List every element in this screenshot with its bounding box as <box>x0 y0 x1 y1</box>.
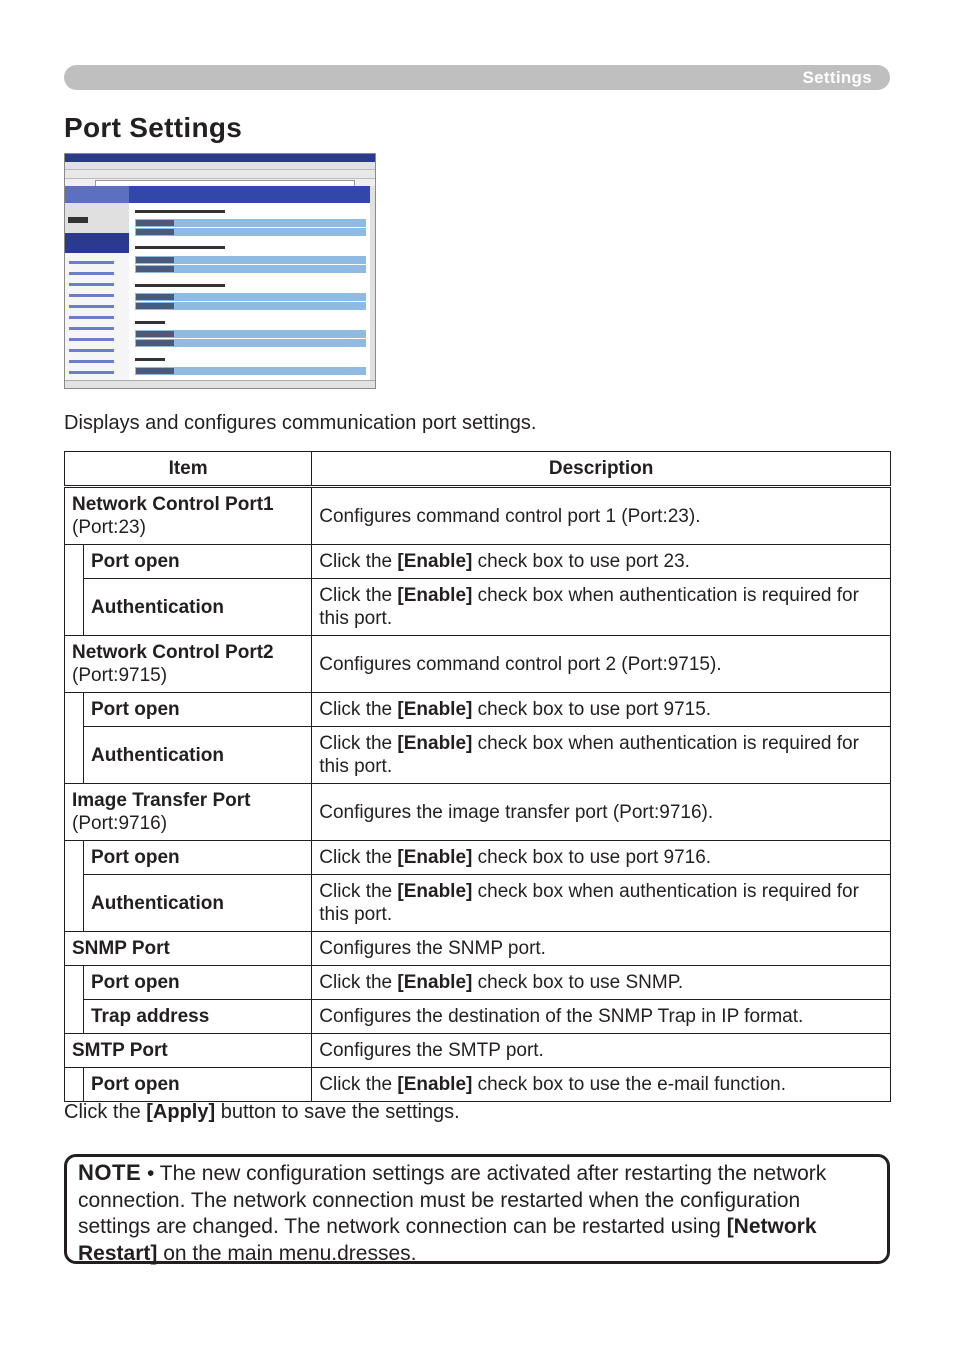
column-header-description: Description <box>312 452 891 487</box>
column-header-item: Item <box>65 452 312 487</box>
item-name: Trap address <box>84 1000 312 1034</box>
page-title: Port Settings <box>64 112 243 143</box>
section-label: Settings <box>802 68 872 87</box>
item-name: Authentication <box>84 875 312 932</box>
group-port: (Port:9715) <box>72 665 168 686</box>
header-bar <box>64 65 890 90</box>
item-name: Port open <box>84 841 312 875</box>
table-row: Port open Click the [Enable] check box to use port 9715. <box>65 693 891 727</box>
group-port: (Port:9716) <box>72 813 168 834</box>
note-box: NOTE • The new configuration settings are activated after restarting the network connection. The network connection must be restarted when the configuration settings are changed. The network connection can be restarted using [Network Restart] on the main menu.dresses. <box>64 1154 890 1264</box>
group-description: Configures command control port 2 (Port:9715). <box>312 636 891 693</box>
table-row <box>65 487 891 545</box>
group-description: Configures the SMTP port. <box>312 1034 891 1068</box>
item-name: Port open <box>84 693 312 727</box>
table-row: Authentication Click the [Enable] check box when authentication is required for this port. <box>65 579 891 636</box>
port-settings-table <box>64 451 891 1102</box>
item-name: Port open <box>84 1068 312 1102</box>
table-row <box>65 784 891 841</box>
table-header-row <box>65 452 891 487</box>
group-name: Image Transfer Port <box>72 790 251 811</box>
table-row: Trap address Configures the destination of the SNMP Trap in IP format. <box>65 1000 891 1034</box>
group-name: Network Control Port2 <box>72 642 274 663</box>
group-name: SNMP Port <box>65 932 312 966</box>
table-row <box>65 932 891 966</box>
item-name: Port open <box>84 545 312 579</box>
table-row: Port open Click the [Enable] check box to use port 23. <box>65 545 891 579</box>
intro-text: Displays and configures communication port settings. <box>64 412 537 434</box>
group-name: SMTP Port <box>65 1034 312 1068</box>
table-row <box>65 636 891 693</box>
apply-instruction: Click the [Apply] button to save the settings. <box>64 1101 460 1123</box>
item-name: Authentication <box>84 727 312 784</box>
table-row: Authentication Click the [Enable] check box when authentication is required for this port. <box>65 875 891 932</box>
port-settings-screenshot <box>64 153 376 389</box>
table-row: Port open Click the [Enable] check box to use SNMP. <box>65 966 891 1000</box>
note-label: NOTE <box>78 1160 142 1185</box>
table-row: Port open Click the [Enable] check box to use the e-mail function. <box>65 1068 891 1102</box>
table-row <box>65 1034 891 1068</box>
group-description: Configures command control port 1 (Port:23). <box>312 487 891 545</box>
table-row: Authentication Click the [Enable] check box when authentication is required for this port. <box>65 727 891 784</box>
group-port: (Port:23) <box>72 517 146 538</box>
group-description: Configures the image transfer port (Port:9716). <box>312 784 891 841</box>
table-row: Port open Click the [Enable] check box to use port 9716. <box>65 841 891 875</box>
item-name: Authentication <box>84 579 312 636</box>
group-description: Configures the SNMP port. <box>312 932 891 966</box>
item-name: Port open <box>84 966 312 1000</box>
group-name: Network Control Port1 <box>72 494 274 515</box>
note-text: • The new configuration settings are activated after restarting the network connection. The network connection must be restarted when the configuration settings are changed. The network connection can be restarted using <box>78 1162 827 1238</box>
